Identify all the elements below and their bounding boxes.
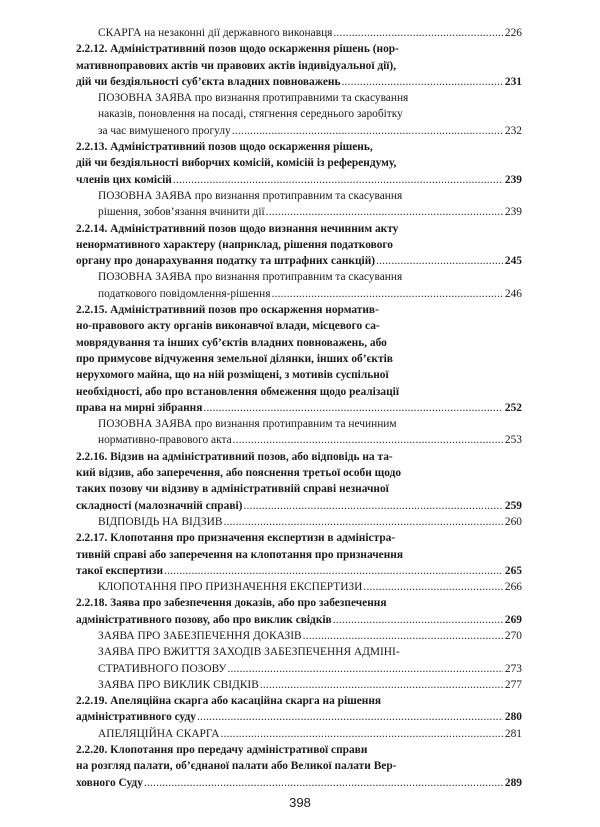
toc-subentry <box>76 726 522 742</box>
page-number: 398 <box>289 795 311 810</box>
toc-entry-line <box>98 188 522 204</box>
dot-leader <box>227 661 503 677</box>
toc-entry-line <box>76 172 522 188</box>
toc-subentry <box>76 416 522 449</box>
dot-leader <box>233 432 503 448</box>
toc-entry-line <box>76 595 522 611</box>
toc-entry-text: адміністративного позову, або про виклик свідків <box>76 613 332 626</box>
toc-section-entry <box>76 41 522 90</box>
toc-entry-text: за час вимушеного прогулу <box>98 124 231 137</box>
toc-entry-text: тивній справі або заперечення на клопотання про призначення <box>76 548 403 561</box>
toc-subentry <box>76 188 522 221</box>
toc-section-entry <box>76 693 522 726</box>
dot-leader <box>203 400 503 416</box>
toc-entry-line <box>98 123 522 139</box>
dot-leader <box>333 612 503 628</box>
toc-entry-text: 2.2.15. Адміністративний позов про оскарження норматив- <box>76 304 379 317</box>
toc-entry-text: 2.2.18. Заява про забезпечення доказів, або про забезпечення <box>76 597 387 610</box>
toc-entry-text: на розгляд палати, об’єднаної палати або Великої палати Вер- <box>76 760 397 773</box>
toc-entry-text: необхідності, або про встановлення обмеження щодо реалізації <box>76 385 399 398</box>
toc-entry-line <box>76 237 522 253</box>
toc-page-number: 269 <box>504 613 522 626</box>
dot-leader <box>303 628 503 644</box>
toc-entry-line <box>76 351 522 367</box>
toc-entry-line <box>76 612 522 628</box>
dot-leader <box>271 286 502 302</box>
toc-entry-line <box>76 253 522 269</box>
toc-page-number: 252 <box>504 401 522 414</box>
toc-subentry <box>76 628 522 644</box>
dot-leader <box>173 172 503 188</box>
toc-entry-text: податкового повідомлення-рішення <box>98 287 271 300</box>
toc-entry-text: СКАРГА на незаконні дії державного виконавця <box>98 27 333 39</box>
toc-entry-line <box>98 726 522 742</box>
toc-subentry <box>76 677 522 693</box>
toc-entry-text: ВІДПОВІДЬ НА ВІДЗИВ <box>98 515 223 528</box>
toc-entry-line <box>98 204 522 220</box>
dot-leader <box>164 563 503 579</box>
toc-subentry <box>76 25 522 41</box>
toc-subentry <box>76 579 522 595</box>
toc-entry-text: складності (малозначній справі) <box>76 499 243 512</box>
toc-page-number: 239 <box>504 173 522 186</box>
toc-subentry <box>76 644 522 677</box>
toc-entry-text: 2.2.19. Апеляційна скарга або касаційна скарга на рішення <box>76 695 382 708</box>
toc-entry-text: СТРАТИВНОГО ПОЗОВУ <box>98 662 227 675</box>
toc-entry-line <box>98 286 522 302</box>
toc-entry-line <box>98 90 522 106</box>
dot-leader <box>266 204 503 220</box>
toc-entry-line <box>76 302 522 318</box>
toc-entry-line <box>76 58 522 74</box>
dot-leader <box>144 775 503 791</box>
toc-page-number: 231 <box>504 75 522 88</box>
toc-entry-line <box>98 628 522 644</box>
toc-entry-text: 2.2.17. Клопотання про призначення експертизи в адміністра- <box>76 532 396 545</box>
dot-leader <box>243 498 502 514</box>
dot-leader <box>223 514 502 530</box>
toc-entry-line <box>98 25 522 41</box>
toc-entry-line <box>76 563 522 579</box>
toc-section-entry <box>76 449 522 514</box>
table-of-contents <box>76 25 522 791</box>
dot-leader <box>197 709 503 725</box>
toc-entry-line <box>76 481 522 497</box>
toc-page-number: 277 <box>504 678 522 691</box>
toc-entry-line <box>76 547 522 563</box>
toc-section-entry <box>76 595 522 628</box>
toc-entry-text: нормативно-правового акта <box>98 434 232 447</box>
dot-leader <box>333 25 502 41</box>
toc-section-entry <box>76 139 522 188</box>
toc-page-number: 226 <box>504 27 522 39</box>
toc-entry-text: КЛОПОТАННЯ ПРО ПРИЗНАЧЕННЯ ЕКСПЕРТИЗИ <box>98 581 363 594</box>
dot-leader <box>363 579 503 595</box>
dot-leader <box>260 677 503 693</box>
toc-entry-text: ПОЗОВНА ЗАЯВА про визнання протиправним та нечинним <box>98 418 397 431</box>
toc-page-number: 266 <box>504 581 522 594</box>
toc-entry-text: дій чи бездіяльності суб’єкта владних повноважень <box>76 75 341 88</box>
toc-entry-text: ЗАЯВА ПРО ЗАБЕЗПЕЧЕННЯ ДОКАЗІВ <box>98 629 302 642</box>
toc-entry-text: моврядування та інших суб’єктів владних повноважень, або <box>76 336 387 349</box>
toc-entry-text: ПОЗОВНА ЗАЯВА про визнання протиправними та скасування <box>98 92 409 105</box>
dot-leader <box>232 123 503 139</box>
toc-entry-text: наказів, поновлення на посаді, стягнення середнього заробітку <box>98 108 403 121</box>
toc-entry-text: ЗАЯВА ПРО ВИКЛИК СВІДКІВ <box>98 678 259 691</box>
toc-entry-line <box>98 269 522 285</box>
dot-leader <box>376 253 503 269</box>
toc-entry-text: ПОЗОВНА ЗАЯВА про визнання протиправним та скасування <box>98 271 403 284</box>
toc-entry-line <box>76 221 522 237</box>
dot-leader <box>220 726 502 742</box>
toc-entry-line <box>76 530 522 546</box>
toc-entry-text: про примусове відчуження земельної ділянки, інших об’єктів <box>76 352 393 365</box>
toc-entry-line <box>76 709 522 725</box>
toc-page-number: 265 <box>504 564 522 577</box>
toc-entry-text: ПОЗОВНА ЗАЯВА про визнання протиправним та скасування <box>98 189 403 202</box>
toc-entry-line <box>98 579 522 595</box>
toc-entry-line <box>76 465 522 481</box>
toc-page-number: 246 <box>504 287 522 300</box>
toc-page-number: 239 <box>504 206 522 219</box>
toc-entry-text: такої експертизи <box>76 564 164 577</box>
toc-entry-line <box>76 139 522 155</box>
toc-entry-text: но-правового акту органів виконавчої влади, місцевого са- <box>76 320 380 333</box>
toc-section-entry <box>76 221 522 270</box>
toc-entry-line <box>98 106 522 122</box>
toc-entry-line <box>76 318 522 334</box>
toc-page-number: 245 <box>504 255 522 268</box>
toc-page-number: 260 <box>504 515 522 528</box>
toc-entry-text: 2.2.13. Адміністративний позов щодо оскарження рішень, <box>76 141 373 154</box>
toc-entry-line <box>76 693 522 709</box>
toc-entry-line <box>76 742 522 758</box>
toc-entry-text: АПЕЛЯЦІЙНА СКАРГА <box>98 727 220 740</box>
toc-entry-text: рішення, зобов’язання вчинити дії <box>98 206 265 219</box>
toc-entry-text: дій чи бездіяльності виборчих комісій, комісій із референдуму, <box>76 157 397 170</box>
dot-leader <box>342 74 503 90</box>
toc-entry-text: 2.2.12. Адміністративний позов щодо оскарження рішень (нор- <box>76 43 399 56</box>
toc-entry-line <box>76 74 522 90</box>
toc-entry-text: ховного Суду <box>76 776 143 789</box>
toc-entry-line <box>76 400 522 416</box>
toc-entry-line <box>76 367 522 383</box>
toc-page-number: 281 <box>504 727 522 740</box>
toc-entry-text: адміністративного суду <box>76 711 196 724</box>
toc-entry-line <box>98 661 522 677</box>
toc-entry-line <box>98 416 522 432</box>
toc-section-entry <box>76 302 522 416</box>
toc-section-entry <box>76 742 522 791</box>
toc-entry-line <box>76 498 522 514</box>
toc-page-number: 273 <box>504 662 522 675</box>
toc-entry-line <box>98 644 522 660</box>
toc-entry-text: нерухомого майна, що на ній розміщені, з мотивів суспільної <box>76 369 389 382</box>
toc-entry-line <box>76 449 522 465</box>
toc-page-number: 289 <box>504 776 522 789</box>
toc-entry-text: права на мирні зібрання <box>76 401 203 414</box>
toc-page-number: 253 <box>504 434 522 447</box>
toc-entry-text: мативноправових актів чи правових актів індивідуальної дії), <box>76 59 397 72</box>
toc-page-number: 280 <box>504 711 522 724</box>
toc-entry-line <box>76 155 522 171</box>
toc-entry-line <box>76 775 522 791</box>
toc-entry-text: 2.2.16. Відзив на адміністративний позов, або відповідь на та- <box>76 450 393 463</box>
toc-entry-text: ЗАЯВА ПРО ВЖИТТЯ ЗАХОДІВ ЗАБЕЗПЕЧЕННЯ АДМІНІ- <box>98 646 400 659</box>
toc-section-entry <box>76 530 522 579</box>
toc-entry-text: ненормативного характеру (наприклад, рішення податкового <box>76 238 393 251</box>
toc-entry-text: таких позову чи відзиву в адміністративній справі незначної <box>76 483 389 496</box>
toc-entry-line <box>98 677 522 693</box>
toc-entry-text: 2.2.14. Адміністративний позов щодо визнання нечинним акту <box>76 222 399 235</box>
toc-entry-line <box>76 335 522 351</box>
toc-page-number: 232 <box>504 124 522 137</box>
toc-entry-text: членів цих комісій <box>76 173 172 186</box>
toc-entry-line <box>76 384 522 400</box>
toc-page-number: 270 <box>504 629 522 642</box>
toc-entry-text: органу про донарахування податку та штрафних санкцій) <box>76 255 376 268</box>
toc-entry-line <box>76 41 522 57</box>
toc-page-number: 259 <box>504 499 522 512</box>
toc-entry-text: кий відзив, або заперечення, або пояснення третьої особи щодо <box>76 467 402 480</box>
toc-subentry <box>76 269 522 302</box>
toc-entry-line <box>76 758 522 774</box>
toc-entry-line <box>98 432 522 448</box>
toc-entry-text: 2.2.20. Клопотання про передачу адміністративої справи <box>76 744 368 757</box>
toc-subentry <box>76 514 522 530</box>
toc-entry-line <box>98 514 522 530</box>
toc-subentry <box>76 90 522 139</box>
